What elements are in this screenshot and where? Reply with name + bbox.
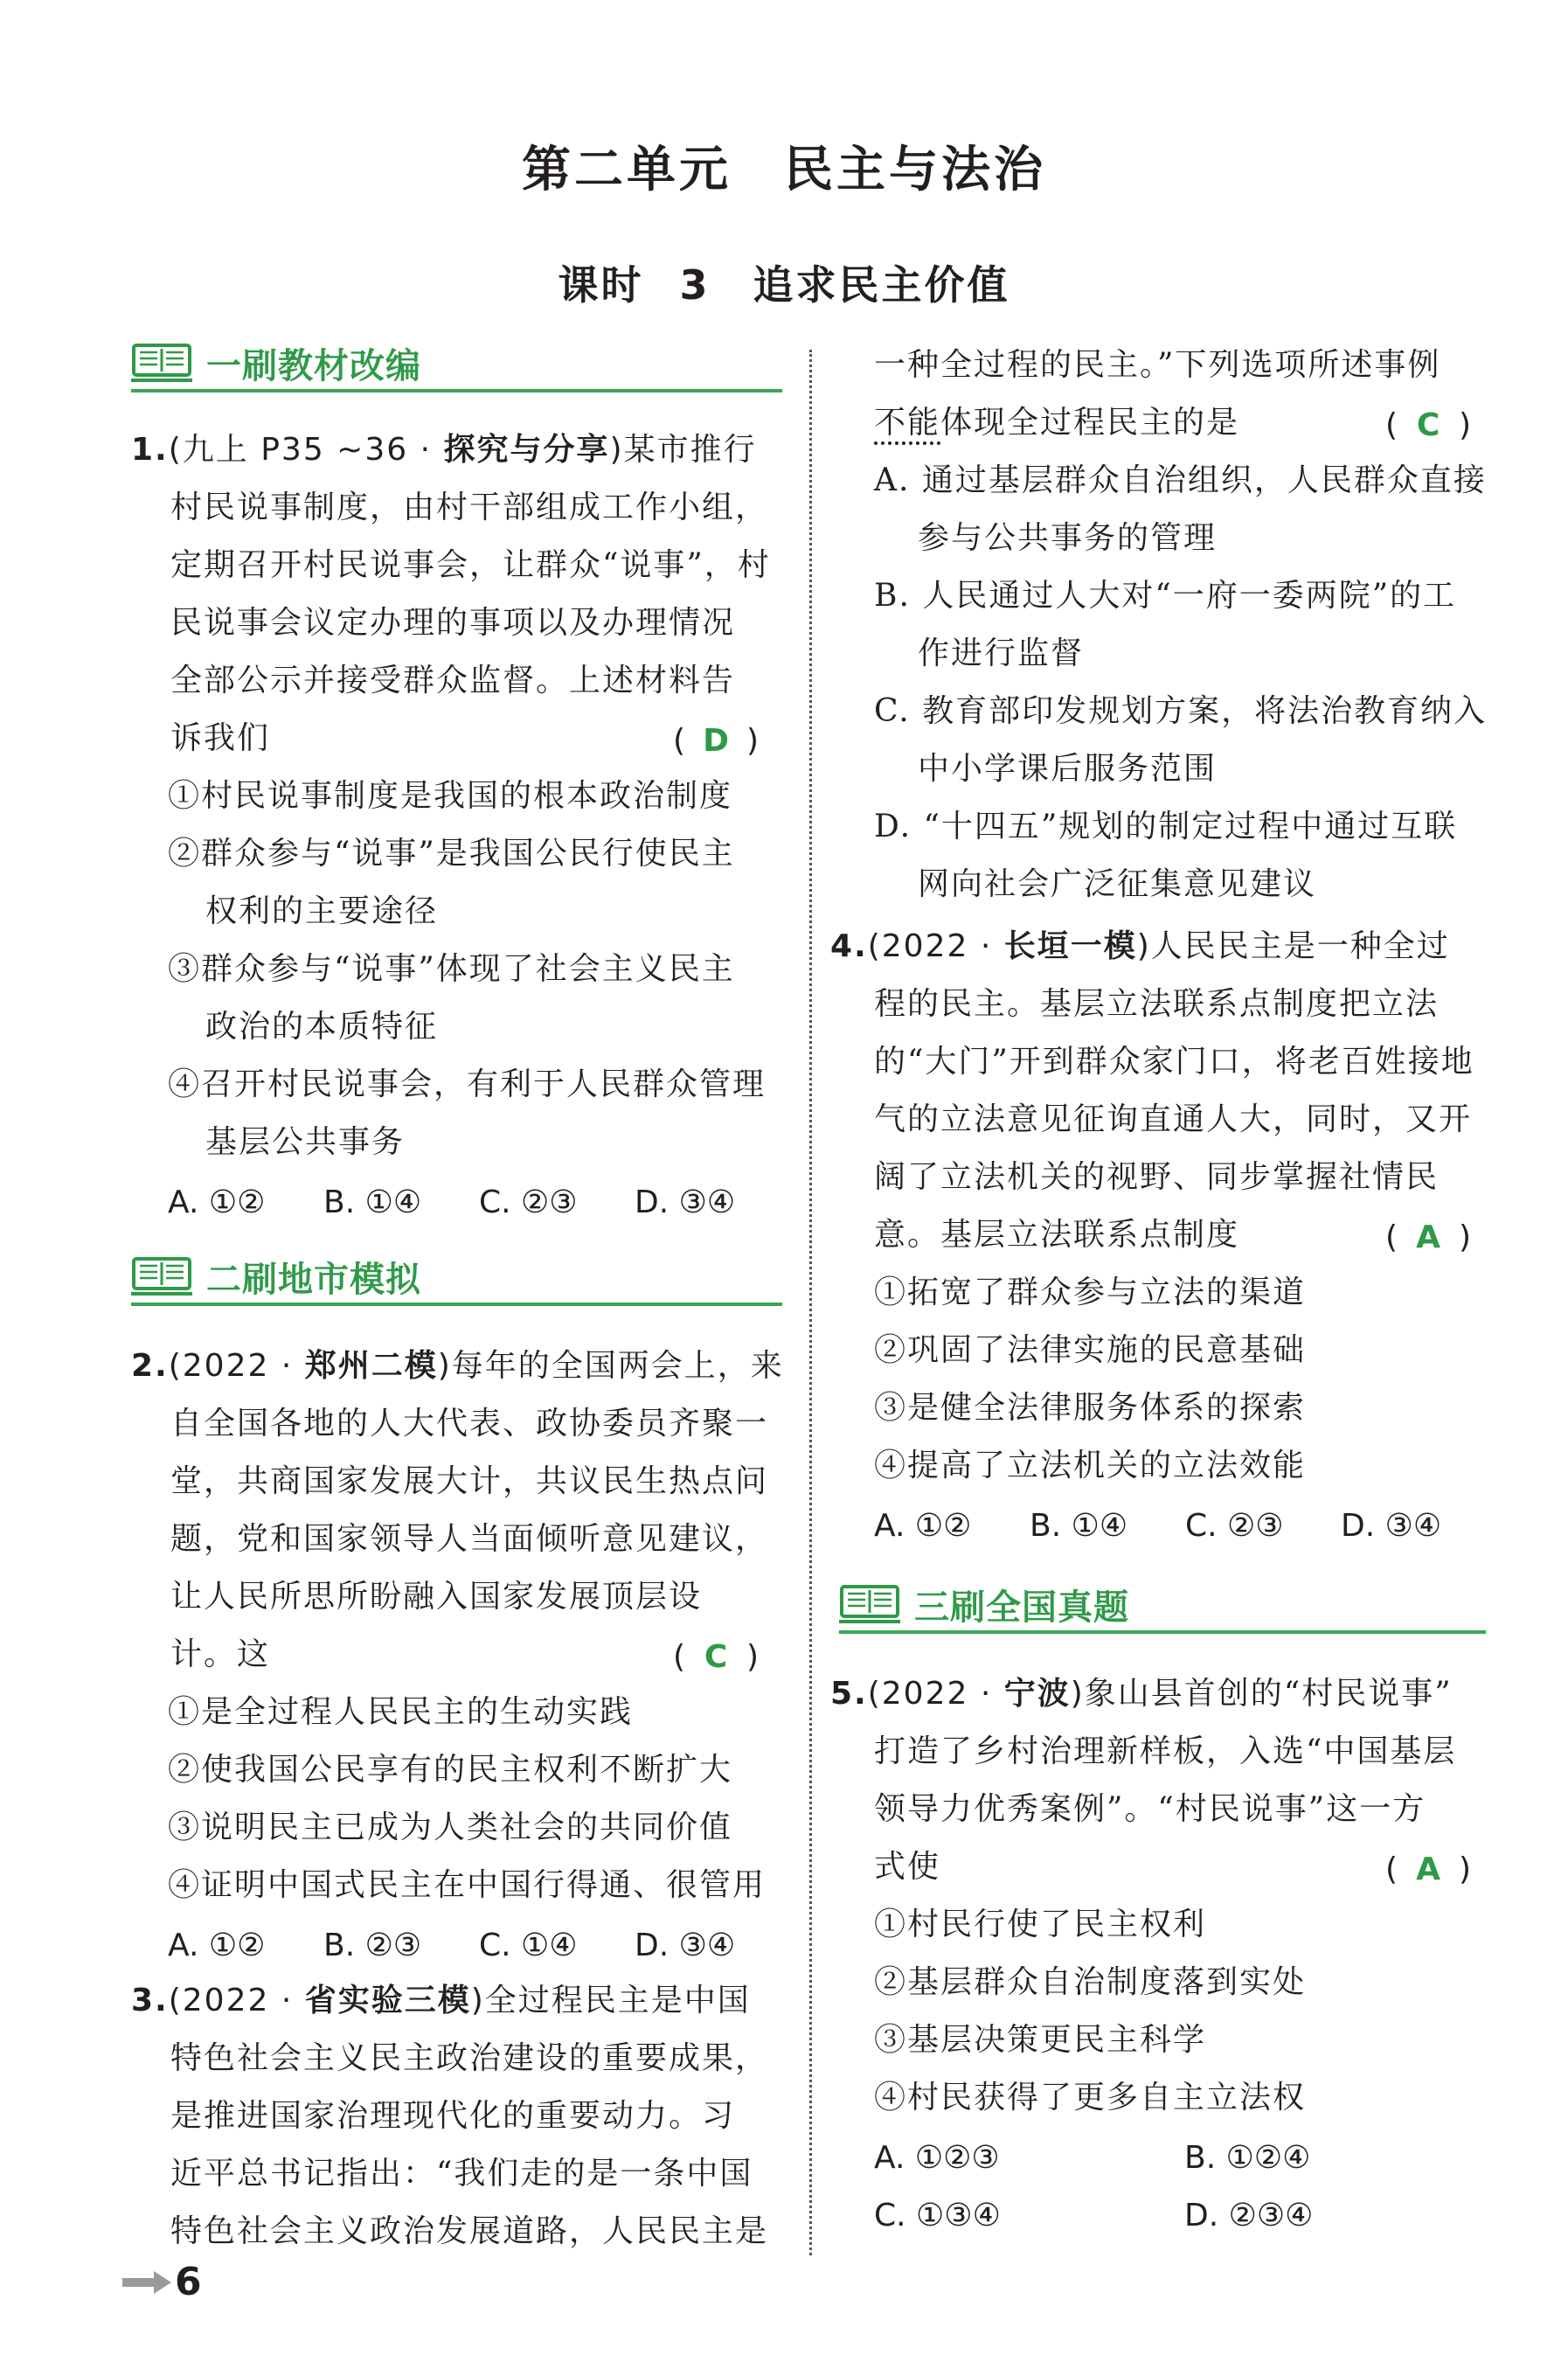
choice-c: C. ①③④	[874, 2198, 1001, 2233]
section-header-1	[131, 337, 782, 392]
q4-line-1: 4.(2022 · 长垣一模)人民民主是一种全过	[830, 928, 1450, 964]
q4-line-2: 程的民主。基层立法联系点制度把立法	[874, 986, 1440, 1022]
question-number: 5.	[830, 1676, 868, 1712]
question-number: 2.	[131, 1348, 169, 1384]
q5-line-4: 式使	[874, 1849, 941, 1885]
book-computer-icon	[131, 1254, 192, 1299]
option-a-cont: 参与公共事务的管理	[918, 520, 1218, 556]
choice-b: B. ①②④	[1184, 2140, 1311, 2176]
option-2: ②巩固了法律实施的民意基础	[874, 1332, 1307, 1368]
option-1: ①是全过程人民民主的生动实践	[168, 1694, 634, 1730]
emphasized-text: 不能	[874, 405, 941, 441]
q2-line-4: 题，党和国家领导人当面倾听意见建议，	[170, 1521, 769, 1557]
choice-c: C. ②③	[1185, 1508, 1284, 1544]
q3-line-7: 不能体现全过程民主的是	[874, 405, 1240, 441]
option-1: ①村民行使了民主权利	[874, 1907, 1207, 1942]
answer-bracket: ( A )	[1385, 1219, 1472, 1255]
choice-b: B. ①④	[323, 1184, 422, 1220]
answer-bracket: ( C )	[1385, 407, 1472, 443]
answer-value: A	[1416, 1851, 1440, 1887]
question-number: 4.	[830, 928, 868, 964]
q1-line-2: 村民说事制度，由村干部组成工作小组，	[170, 490, 769, 525]
q1-line-5: 全部公示并接受群众监督。上述材料告	[170, 663, 736, 698]
choice-c: C. ①④	[479, 1928, 578, 1963]
option-b: B. 人民通过人大对“一府一委两院”的工	[874, 578, 1457, 614]
q1-line-3: 定期召开村民说事会，让群众“说事”，村	[170, 547, 771, 583]
option-a: A. 通过基层群众自治组织，人民群众直接	[874, 462, 1487, 498]
choice-d: D. ②③④	[1184, 2198, 1314, 2233]
section-title: 二刷地市模拟	[206, 1259, 421, 1300]
option-4: ④提高了立法机关的立法效能	[874, 1448, 1307, 1483]
choice-a: A. ①②	[168, 1184, 266, 1220]
page-number: 6	[175, 2260, 202, 2304]
q2-line-6: 计。这	[170, 1636, 271, 1672]
question-source: (2022 · 长垣一模)	[867, 928, 1151, 964]
option-4: ④证明中国式民主在中国行得通、很管用	[168, 1867, 767, 1903]
book-computer-icon	[131, 340, 192, 386]
option-1: ①拓宽了群众参与立法的渠道	[874, 1275, 1307, 1310]
q3-line-4: 近平总书记指出：“我们走的是一条中国	[170, 2156, 753, 2192]
option-3-cont: 政治的本质特征	[205, 1009, 439, 1045]
choice-d: D. ③④	[635, 1928, 736, 1963]
section-header-3	[839, 1578, 1486, 1634]
q3-line-6: 一种全过程的民主。”下列选项所述事例	[874, 347, 1441, 383]
option-3: ③是健全法律服务体系的探索	[874, 1390, 1307, 1426]
q4-line-6: 意。基层立法联系点制度	[874, 1217, 1240, 1253]
q3-line-5: 特色社会主义政治发展道路，人民民主是	[170, 2213, 769, 2249]
q2-line-3: 堂，共商国家发展大计，共议民生热点问	[170, 1463, 769, 1499]
question-source: (2022 · 宁波)	[867, 1676, 1085, 1712]
option-2: ②基层群众自治制度落到实处	[874, 1964, 1307, 2000]
choice-a: A. ①②	[874, 1508, 972, 1544]
answer-bracket: ( C )	[673, 1639, 760, 1675]
option-1: ①村民说事制度是我国的根本政治制度	[168, 778, 733, 814]
q5-line-3: 领导力优秀案例”。“村民说事”这一方	[874, 1791, 1426, 1827]
answer-value: D	[703, 723, 729, 759]
option-4: ④召开村民说事会，有利于人民群众管理	[168, 1066, 767, 1102]
option-3: ③基层决策更民主科学	[874, 2022, 1207, 2058]
choices-row	[168, 1928, 735, 1963]
choice-c: C. ②③	[479, 1184, 578, 1220]
question-number: 3.	[131, 1983, 169, 2018]
q2-line-2: 自全国各地的人大代表、政协委员齐聚一	[170, 1406, 769, 1441]
question-number: 1.	[131, 432, 169, 468]
answer-value: C	[1416, 407, 1440, 443]
answer-value: A	[1416, 1219, 1440, 1255]
choice-a: A. ①②	[168, 1928, 266, 1963]
choice-a: A. ①②③	[874, 2140, 1000, 2176]
q2-line-5: 让人民所思所盼融入国家发展顶层设	[170, 1579, 703, 1615]
choice-b: B. ①④	[1030, 1508, 1128, 1544]
option-2-cont: 权利的主要途径	[205, 893, 439, 929]
q4-line-5: 阔了立法机关的视野、同步掌握社情民	[874, 1159, 1440, 1195]
option-2: ②使我国公民享有的民主权利不断扩大	[168, 1752, 733, 1788]
option-3: ③说明民主已成为人类社会的共同价值	[168, 1810, 733, 1845]
choice-b: B. ②③	[323, 1928, 422, 1963]
option-d: D. “十四五”规划的制定过程中通过互联	[874, 809, 1458, 844]
q2-line-1: 2.(2022 · 郑州二模)每年的全国两会上，来	[131, 1348, 784, 1384]
option-4-cont: 基层公共事务	[205, 1124, 406, 1160]
q1-line-6: 诉我们	[170, 720, 271, 756]
option-b-cont: 作进行监督	[918, 636, 1085, 671]
choices-row	[168, 1184, 735, 1220]
section-header-2	[131, 1250, 782, 1306]
arrow-icon	[122, 2271, 171, 2294]
question-source: (2022 · 郑州二模)	[168, 1348, 452, 1384]
q3-line-1: 3.(2022 · 省实验三模)全过程民主是中国	[131, 1983, 751, 2018]
question-source: (2022 · 省实验三模)	[168, 1983, 485, 2018]
book-computer-icon	[839, 1581, 900, 1627]
choices-row-2	[874, 2198, 1313, 2233]
question-source: (九上 P35 ~36 · 探究与分享)	[168, 432, 624, 468]
answer-bracket: ( D )	[673, 723, 760, 759]
option-c: C. 教育部印发规划方案，将法治教育纳入	[874, 693, 1488, 729]
section-title: 一刷教材改编	[206, 345, 421, 386]
answer-bracket: ( A )	[1385, 1851, 1472, 1887]
choice-d: D. ③④	[635, 1184, 736, 1220]
q3-line-2: 特色社会主义民主政治建设的重要成果，	[170, 2040, 769, 2076]
q1-line-4: 民说事会议定办理的事项以及办理情况	[170, 605, 736, 641]
column-divider	[809, 350, 812, 2255]
q3-line-3: 是推进国家治理现代化的重要动力。习	[170, 2098, 736, 2134]
q5-line-2: 打造了乡村治理新样板，入选“中国基层	[874, 1733, 1457, 1769]
choice-d: D. ③④	[1341, 1508, 1442, 1544]
answer-value: C	[704, 1639, 728, 1675]
q4-line-4: 气的立法意见征询直通人大，同时，又开	[874, 1101, 1473, 1137]
q4-line-3: 的“大门”开到群众家门口，将老百姓接地	[874, 1044, 1474, 1080]
lesson-title: 课时 3 追求民主价值	[558, 261, 1010, 309]
unit-title: 第二单元 民主与法治	[522, 142, 1046, 198]
choices-row-1	[874, 2140, 1310, 2176]
section-title: 三刷全国真题	[914, 1587, 1129, 1628]
option-4: ④村民获得了更多自主立法权	[874, 2080, 1307, 2115]
option-d-cont: 网向社会广泛征集意见建议	[918, 866, 1317, 902]
q1-line-1: 1.(九上 P35 ~36 · 探究与分享)某市推行	[131, 432, 757, 468]
option-3: ③群众参与“说事”体现了社会主义民主	[168, 951, 735, 987]
q5-line-1: 5.(2022 · 宁波)象山县首创的“村民说事”	[830, 1676, 1453, 1712]
option-c-cont: 中小学课后服务范围	[918, 751, 1218, 787]
option-2: ②群众参与“说事”是我国公民行使民主	[168, 836, 735, 872]
choices-row	[874, 1508, 1441, 1544]
